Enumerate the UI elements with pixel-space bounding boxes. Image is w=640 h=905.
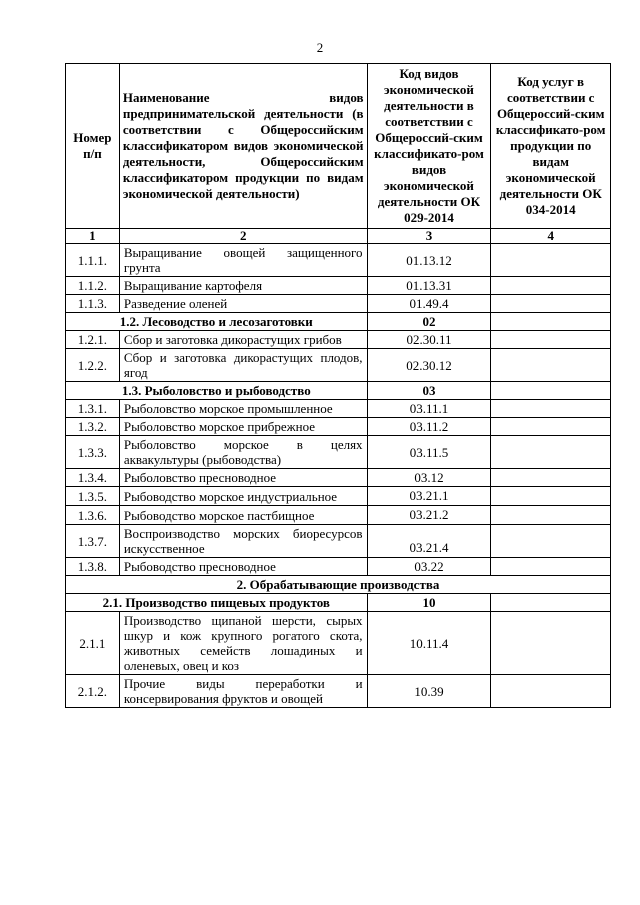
okved-code: 10.11.4 — [367, 612, 491, 675]
row-number: 1.1.3. — [66, 295, 120, 313]
table-row — [66, 418, 611, 436]
table-row — [66, 244, 611, 277]
activity-name: Разведение оленей — [119, 295, 367, 313]
okpd-code — [491, 506, 611, 525]
activity-name: Рыбоводство пресноводное — [119, 558, 367, 576]
header-okpd-code: Код услуг в соответствии с Общероссий-ским классификато-ром продукции по видам экономической деятельности ОК 034-2014 — [491, 64, 611, 229]
section-title: 2.1. Производство пищевых продуктов — [66, 594, 368, 612]
activity-name: Выращивание овощей защищенного грунта — [119, 244, 367, 277]
activity-name: Рыболовство морское в целях аквакультуры (рыбоводства) — [119, 436, 367, 469]
activity-name: Сбор и заготовка дикорастущих плодов, ягод — [119, 349, 367, 382]
column-number: 2 — [119, 229, 367, 244]
okpd-code — [491, 469, 611, 487]
okved-code: 01.13.12 — [367, 244, 491, 277]
activity-name: Прочие виды переработки и консервирования фруктов и овощей — [119, 675, 367, 708]
okved-code: 10.39 — [367, 675, 491, 708]
okved-code: 03.12 — [367, 469, 491, 487]
column-number: 3 — [367, 229, 491, 244]
row-number: 1.3.3. — [66, 436, 120, 469]
row-number: 1.3.1. — [66, 400, 120, 418]
row-number: 1.3.5. — [66, 487, 120, 506]
activity-name: Воспроизводство морских биоресурсов искусственное — [119, 525, 367, 558]
activities-table — [65, 63, 611, 708]
row-number: 2.1.1 — [66, 612, 120, 675]
table-row — [66, 349, 611, 382]
table-row — [66, 400, 611, 418]
okpd-code — [491, 675, 611, 708]
section-row — [66, 382, 611, 400]
row-number: 1.3.4. — [66, 469, 120, 487]
section-empty-cell — [491, 313, 611, 331]
okved-code: 03.11.2 — [367, 418, 491, 436]
section-title: 1.3. Рыболовство и рыбоводство — [66, 382, 368, 400]
okpd-code — [491, 331, 611, 349]
column-numbering-row — [66, 229, 611, 244]
okpd-code — [491, 558, 611, 576]
header-activity-name: Наименование видов предпринимательской деятельности (в соответствии с Общероссийским классификатором видов экономической деятельности, Общероссийским классификатором продукции по видам экономической деятельности) — [119, 64, 367, 229]
row-number: 2.1.2. — [66, 675, 120, 708]
table-row — [66, 331, 611, 349]
section-empty-cell — [491, 382, 611, 400]
table-row — [66, 295, 611, 313]
table-header-row — [66, 64, 611, 229]
row-number: 1.3.8. — [66, 558, 120, 576]
row-number: 1.1.1. — [66, 244, 120, 277]
row-number: 1.3.2. — [66, 418, 120, 436]
okved-code: 02.30.12 — [367, 349, 491, 382]
section-code: 10 — [367, 594, 491, 612]
activity-name: Рыболовство морское промышленное — [119, 400, 367, 418]
table-row — [66, 675, 611, 708]
okpd-code — [491, 525, 611, 558]
okpd-code — [491, 418, 611, 436]
activity-name: Производство щипаной шерсти, сырых шкур и кож крупного рогатого скота, животных семейств лошадиных и оленевых, овец и коз — [119, 612, 367, 675]
okpd-code — [491, 295, 611, 313]
table-row — [66, 436, 611, 469]
table-row — [66, 469, 611, 487]
okpd-code — [491, 436, 611, 469]
okved-code: 03.11.1 — [367, 400, 491, 418]
activity-name: Рыбоводство морское пастбищное — [119, 506, 367, 525]
chapter-heading: 2. Обрабатывающие производства — [66, 576, 611, 594]
okpd-code — [491, 244, 611, 277]
okpd-code — [491, 277, 611, 295]
okved-code: 03.22 — [367, 558, 491, 576]
row-number: 1.2.2. — [66, 349, 120, 382]
activity-name: Рыбоводство морское индустриальное — [119, 487, 367, 506]
chapter-heading-row — [66, 576, 611, 594]
okpd-code — [491, 612, 611, 675]
row-number: 1.2.1. — [66, 331, 120, 349]
row-number: 1.3.7. — [66, 525, 120, 558]
section-title: 1.2. Лесоводство и лесозаготовки — [66, 313, 368, 331]
okved-code: 01.49.4 — [367, 295, 491, 313]
row-number: 1.1.2. — [66, 277, 120, 295]
column-number: 4 — [491, 229, 611, 244]
row-number: 1.3.6. — [66, 506, 120, 525]
section-code: 02 — [367, 313, 491, 331]
page-number: 2 — [316, 40, 324, 55]
section-code: 03 — [367, 382, 491, 400]
okved-code: 02.30.11 — [367, 331, 491, 349]
okpd-code — [491, 400, 611, 418]
okved-code: 03.21.2 — [367, 506, 491, 525]
okved-code: 03.21.4 — [367, 525, 491, 558]
column-number: 1 — [66, 229, 120, 244]
table-row — [66, 612, 611, 675]
activity-name: Сбор и заготовка дикорастущих грибов — [119, 331, 367, 349]
activity-name: Рыболовство пресноводное — [119, 469, 367, 487]
table-body — [66, 229, 611, 708]
table-row — [66, 525, 611, 558]
activity-name: Рыболовство морское прибрежное — [119, 418, 367, 436]
section-row — [66, 594, 611, 612]
okpd-code — [491, 349, 611, 382]
section-row — [66, 313, 611, 331]
okved-code: 01.13.31 — [367, 277, 491, 295]
table-row — [66, 487, 611, 506]
table-row — [66, 506, 611, 525]
activity-name: Выращивание картофеля — [119, 277, 367, 295]
okved-code: 03.11.5 — [367, 436, 491, 469]
okpd-code — [491, 487, 611, 506]
section-empty-cell — [491, 594, 611, 612]
okved-code: 03.21.1 — [367, 487, 491, 506]
table-row — [66, 558, 611, 576]
header-number: Номер п/п — [66, 64, 120, 229]
header-okved-code: Код видов экономической деятельности в соответствии с Общероссий-ским классификато-ром видов экономической деятельности ОК 029-2014 — [367, 64, 491, 229]
table-row — [66, 277, 611, 295]
